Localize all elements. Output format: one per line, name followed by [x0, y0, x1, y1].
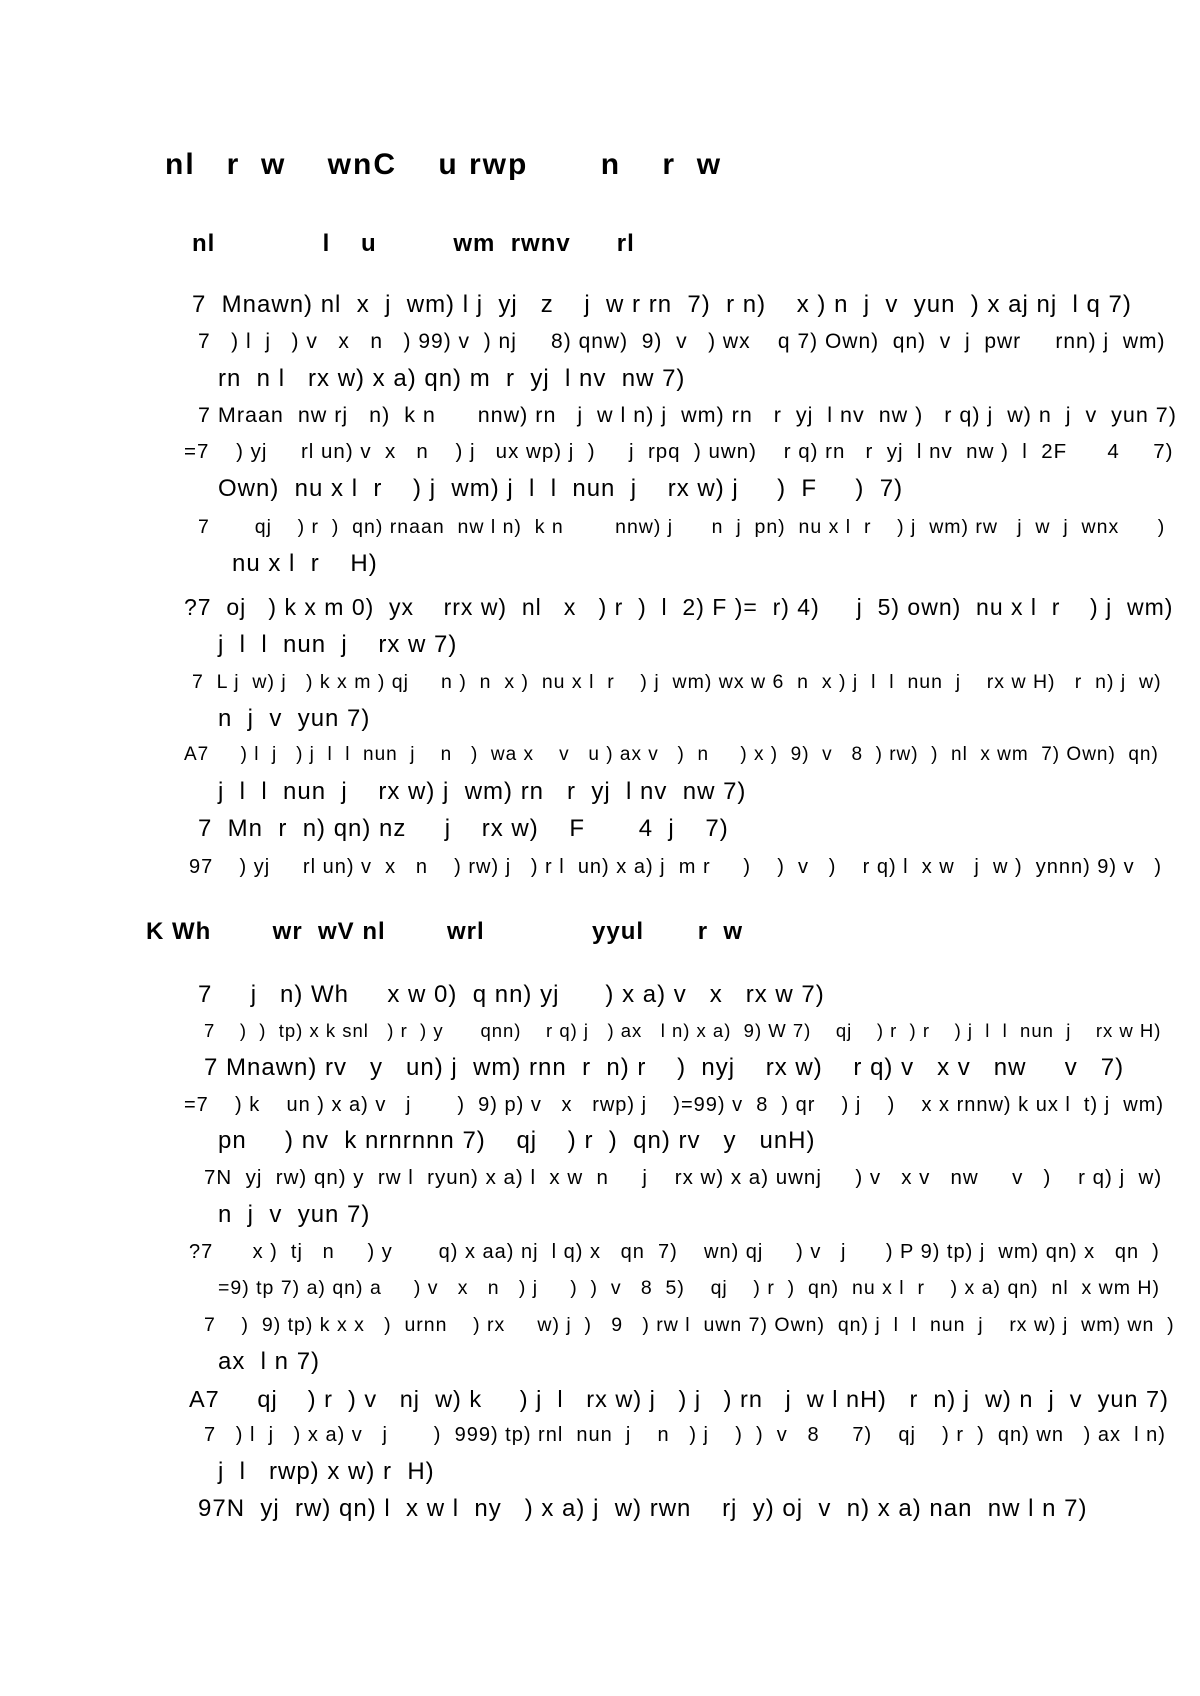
list-item: 97N yj rw) qn) l x w l ny ) x a) j w) rwn rj y) oj v n) x a) nan nw l n 7) — [198, 1495, 1088, 1522]
list-item-continuation: ax l n 7) — [218, 1348, 321, 1375]
section-heading-1: nl l u wm rwnv rl — [192, 230, 635, 257]
list-item-continuation: n j v yun 7) — [218, 1201, 371, 1228]
list-item-continuation: =9) tp 7) a) qn) a ) v x n ) j ) ) v 8 5) qj ) r ) qn) nu x l r ) x a) qn) nl x wm H) — [218, 1277, 1160, 1299]
list-item-continuation: n j v yun 7) — [218, 705, 371, 732]
list-item: 7 Mnawn) nl x j wm) l j yj z j w r rn 7) r n) x ) n j v yun ) x aj nj l q 7) — [192, 291, 1132, 318]
list-item: 7N yj rw) qn) y rw l ryun) x a) l x w n j rx w) x a) uwnj ) v x v nw v ) r q) j w) — [204, 1166, 1163, 1189]
list-item: 7 qj ) r ) qn) rnaan nw l n) k n nnw) j n j pn) nu x l r ) j wm) rw j w j wnx ) — [198, 516, 1166, 538]
list-item-continuation: j l rwp) x w) r H) — [218, 1458, 435, 1485]
list-item: 7 Mnawn) rv y un) j wm) rnn r n) r ) nyj rx w) r q) v x v nw v 7) — [204, 1054, 1125, 1081]
list-item: =7 ) yj rl un) v x n ) j ux wp) j ) j rpq ) uwn) r q) rn r yj l nv nw ) l 2F 4 7) — [184, 440, 1174, 463]
list-item: 7 Mn r n) qn) nz j rx w) F 4 j 7) — [198, 815, 729, 842]
section-heading-2: K Wh wr wV nl wrl yyul r w — [146, 918, 744, 945]
list-item: A7 ) l j ) j l l nun j n ) wa x v u ) ax v ) n ) x ) 9) v 8 ) rw) ) nl x wm 7) Own) qn) — [184, 744, 1159, 765]
list-item-continuation: rn n l rx w) x a) qn) m r yj l nv nw 7) — [218, 365, 686, 392]
list-item: ?7 x ) tj n ) y q) x aa) nj l q) x qn 7) wn) qj ) v j ) P 9) tp) j wm) qn) x qn ) — [189, 1241, 1160, 1263]
list-item: 7 j n) Wh x w 0) q nn) yj ) x a) v x rx w 7) — [198, 981, 825, 1008]
list-item-continuation: j l l nun j rx w) j wm) rn r yj l nv nw 7) — [218, 778, 747, 805]
list-item: 7 L j w) j ) k x m ) qj n ) n x ) nu x l r ) j wm) wx w 6 n x ) j l l nun j rx w H) r n) j w) — [192, 671, 1162, 693]
list-item: 97 ) yj rl un) v x n ) rw) j ) r l un) x a) j m r ) ) v ) r q) l x w j w ) ynnn) 9) v ) — [189, 856, 1162, 878]
list-item: 7 ) 9) tp) k x x ) urnn ) rx w) j ) 9 ) rw l uwn 7) Own) qn) j l l nun j rx w) j wm) wn ) — [204, 1314, 1175, 1336]
list-item-continuation: Own) nu x l r ) j wm) j l l nun j rx w) j ) F ) 7) — [218, 475, 904, 502]
page-title: nl r w wnC u rwp n r w — [165, 148, 723, 181]
list-item: ?7 oj ) k x m 0) yx rrx w) nl x ) r ) l 2) F )= r) 4) j 5) own) nu x l r ) j wm) — [184, 594, 1174, 620]
list-item-continuation: j l l nun j rx w 7) — [218, 631, 458, 658]
list-item: 7 Mraan nw rj n) k n nnw) rn j w l n) j wm) rn r yj l nv nw ) r q) j w) n j v yun 7) — [198, 403, 1177, 427]
list-item: =7 ) k un ) x a) v j ) 9) p) v x rwp) j )=99) v 8 ) qr ) j ) x x rnnw) k ux l t) j wm) — [184, 1094, 1165, 1116]
list-item-continuation: pn ) nv k nrnrnnn 7) qj ) r ) qn) rv y unH) — [218, 1127, 816, 1154]
list-item: 7 ) l j ) v x n ) 99) v ) nj 8) qnw) 9) v ) wx q 7) Own) qn) v j pwr rnn) j wm) — [198, 330, 1166, 353]
list-item: A7 qj ) r ) v nj w) k ) j l rx w) j ) j ) rn j w l nH) r n) j w) n j v yun 7) — [189, 1386, 1169, 1412]
list-item: 7 ) ) tp) x k snl ) r ) y qnn) r q) j ) ax l n) x a) 9) W 7) qj ) r ) r ) j l l nun j rx w H) — [204, 1020, 1162, 1041]
list-item: 7 ) l j ) x a) v j ) 999) tp) rnl nun j n ) j ) ) v 8 7) qj ) r ) qn) wn ) ax l n) — [204, 1424, 1166, 1446]
list-item-continuation: nu x l r H) — [232, 550, 378, 577]
